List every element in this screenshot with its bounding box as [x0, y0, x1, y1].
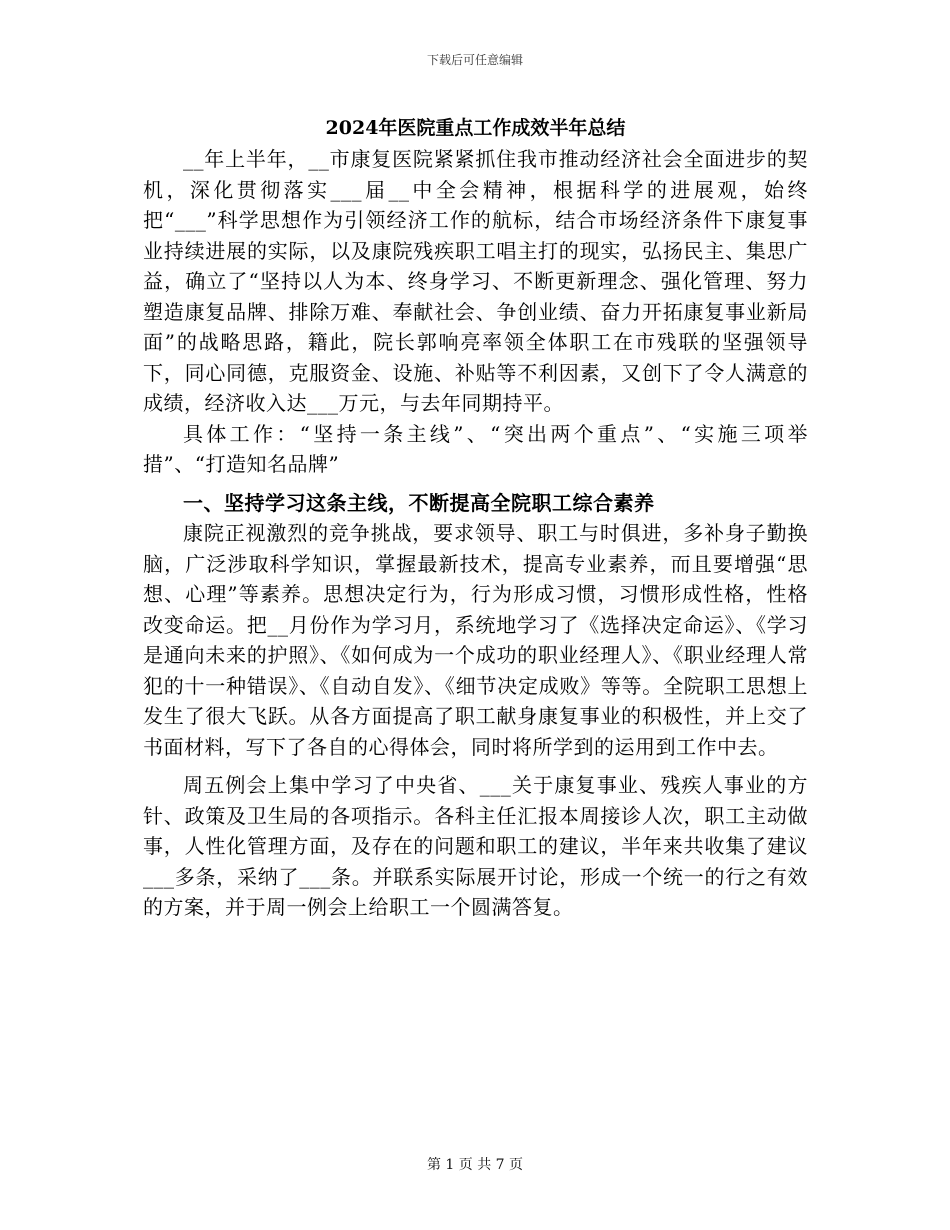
section-heading-1: 一、坚持学习这条主线，不断提高全院职工综合素养 — [183, 490, 655, 515]
page-number: 第 1 页 共 7 页 — [426, 1157, 524, 1173]
paragraph-study: 康院正视激烈的竞争挑战，要求领导、职工与时俱进，多补身子勤换脑，广泛涉取科学知识，掌握最新技术，提高专业素养，而且要增强“思想、心理”等素养。思想决定行为，行为形成习惯，习惯形成性格，性格改变命运。把__月份作为学习月，系统地学习了《选择决定命运》、《学习是通向未来的护照》、《如何成为一个成功的职业经理人》、《职业经理人常犯的十一种错误》、《自动自发》、《细节决定成败》等等。全院职工思想上发生了很大飞跃。从各方面提高了职工献身康复事业的积极性，并上交了书面材料，写下了各自的心得体会，同时将所学到的运用到工作中去。 — [143, 521, 808, 759]
document-title: 2024年医院重点工作成效半年总结 — [325, 117, 626, 139]
document-body — [143, 112, 808, 923]
header-note: 下载后可任意编辑 — [426, 53, 523, 67]
paragraph-meeting: 周五例会上集中学习了中央省、___关于康复事业、残疾人事业的方针、政策及卫生局的各项指示。各科主任汇报本周接诊人次，职工主动做事，人性化管理方面，及存在的问题和职工的建议，半年来共收集了建议___多条，采纳了___条。并联系实际展开讨论，形成一个统一的行之有效的方案，并于周一例会上给职工一个圆满答复。 — [143, 773, 808, 919]
paragraph-tasks: 具体工作：“坚持一条主线”、“突出两个重点”、“实施三项举措”、“打造知名品牌” — [143, 421, 808, 476]
paragraph-intro: __年上半年，__市康复医院紧紧抓住我市推动经济社会全面进步的契机，深化贯彻落实___届__中全会精神，根据科学的进展观，始终把“___”科学思想作为引领经济工作的航标，结合市场经济条件下康复事业持续进展的实际，以及康院残疾职工唱主打的现实，弘扬民主、集思广益，确立了“坚持以人为本、终身学习、不断更新理念、强化管理、努力塑造康复品牌、排除万难、奉献社会、争创业绩、奋力开拓康复事业新局面”的战略思路，籍此，院长郭响亮率领全体职工在市残联的坚强领导下，同心同德，克服资金、设施、补贴等不利因素，又创下了令人满意的成绩，经济收入达___万元，与去年同期持平。 — [143, 147, 808, 415]
